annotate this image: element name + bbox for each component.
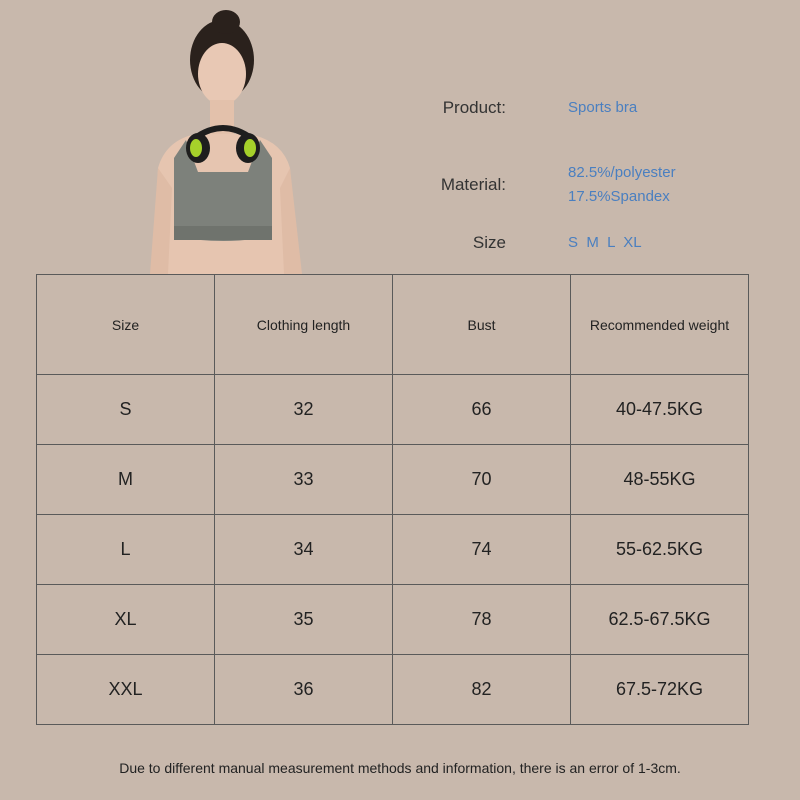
model-photo (136, 8, 320, 274)
cell-clothing-length: 32 (215, 375, 393, 445)
product-value: Sports bra (568, 99, 638, 116)
header-bust: Bust (393, 275, 571, 375)
cell-weight: 55-62.5KG (571, 515, 749, 585)
cell-bust: 82 (393, 655, 571, 725)
cell-bust: 74 (393, 515, 571, 585)
material-line-2: 17.5%Spandex (568, 188, 670, 205)
material-line-1: 82.5%/polyester (568, 164, 676, 181)
header-clothing-length: Clothing length (215, 275, 393, 375)
product-label: Product: (442, 98, 506, 117)
cell-clothing-length: 36 (215, 655, 393, 725)
product-row (400, 96, 780, 120)
size-row (400, 231, 780, 255)
material-row (400, 161, 780, 209)
table-header-row (37, 275, 749, 375)
material-label: Material: (440, 175, 506, 194)
table-row (37, 445, 749, 515)
cell-weight: 40-47.5KG (571, 375, 749, 445)
cell-weight: 67.5-72KG (571, 655, 749, 725)
cell-bust: 78 (393, 585, 571, 655)
cell-bust: 70 (393, 445, 571, 515)
cell-weight: 48-55KG (571, 445, 749, 515)
size-label: Size (472, 233, 506, 252)
cell-bust: 66 (393, 375, 571, 445)
table-row (37, 515, 749, 585)
cell-size: XXL (37, 655, 215, 725)
cell-size: XL (37, 585, 215, 655)
size-value: S M L XL (568, 234, 642, 251)
material-values (568, 161, 676, 209)
table-row (37, 585, 749, 655)
cell-size: L (37, 515, 215, 585)
header-size: Size (37, 275, 215, 375)
header-recommended-weight: Recommended weight (571, 275, 749, 375)
table-row (37, 375, 749, 445)
cell-clothing-length: 33 (215, 445, 393, 515)
measurement-note: Due to different manual measurement methods and information, there is an error of 1-3cm. (119, 760, 681, 776)
cell-size: M (37, 445, 215, 515)
cell-clothing-length: 35 (215, 585, 393, 655)
cell-weight: 62.5-67.5KG (571, 585, 749, 655)
cell-clothing-length: 34 (215, 515, 393, 585)
cell-size: S (37, 375, 215, 445)
size-chart-table (36, 274, 749, 725)
table-row (37, 655, 749, 725)
